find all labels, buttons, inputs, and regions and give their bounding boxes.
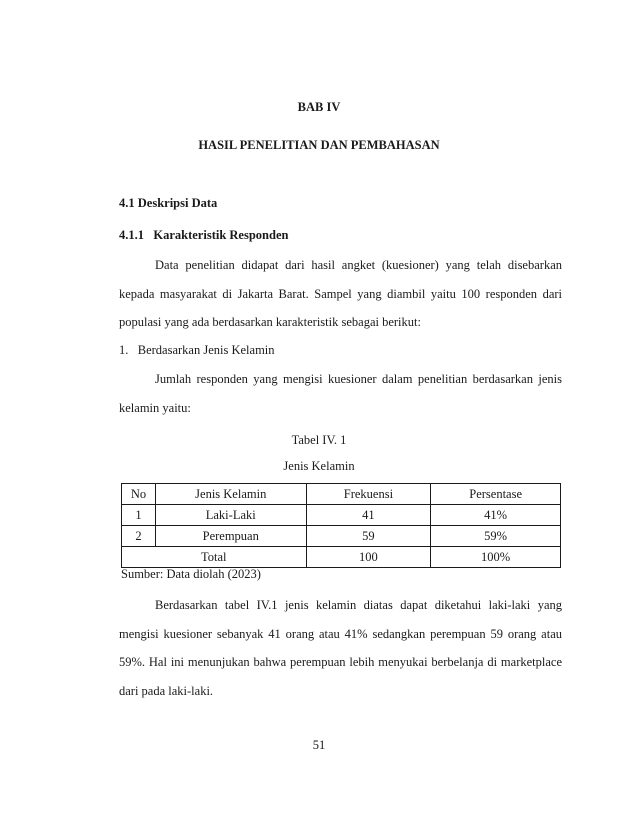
table-source: Sumber: Data diolah (2023)	[121, 567, 261, 581]
cell-no: 1	[122, 505, 156, 526]
header-frequency: Frekuensi	[306, 484, 431, 505]
intro-paragraph	[119, 251, 562, 337]
cell-percentage: 59%	[431, 526, 561, 547]
table-header-row	[122, 484, 561, 505]
cell-frequency: 41	[306, 505, 431, 526]
table-row	[122, 505, 561, 526]
cell-total-frequency: 100	[306, 547, 431, 568]
cell-total-percentage: 100%	[431, 547, 561, 568]
conclusion-paragraph	[119, 591, 562, 705]
header-gender: Jenis Kelamin	[155, 484, 306, 505]
cell-gender: Laki-Laki	[155, 505, 306, 526]
cell-frequency: 59	[306, 526, 431, 547]
page-number: 51	[312, 738, 326, 752]
section-heading: 4.1 Deskripsi Data	[119, 196, 218, 210]
list-paragraph-text: Jumlah responden yang mengisi kuesioner dalam penelitian berdasarkan jenis kelamin yaitu:	[119, 372, 562, 415]
cell-no: 2	[122, 526, 156, 547]
cell-percentage: 41%	[431, 505, 561, 526]
table-title: Jenis Kelamin	[283, 459, 355, 473]
list-paragraph	[119, 365, 562, 422]
header-percentage: Persentase	[431, 484, 561, 505]
header-no: No	[122, 484, 156, 505]
subsection-heading: 4.1.1 Karakteristik Responden	[119, 228, 289, 242]
chapter-title: HASIL PENELITIAN DAN PEMBAHASAN	[198, 138, 440, 152]
table-row	[122, 526, 561, 547]
list-item-gender: 1. Berdasarkan Jenis Kelamin	[119, 343, 275, 357]
intro-text: Data penelitian didapat dari hasil angket (kuesioner) yang telah disebarkan kepada masyarakat di Jakarta Barat. Sampel yang diambil yaitu 100 responden dari populasi yang ada berdasarkan karakteristik sebagai berikut:	[119, 258, 562, 329]
table-total-row	[122, 547, 561, 568]
conclusion-text: Berdasarkan tabel IV.1 jenis kelamin diatas dapat diketahui laki-laki yang mengisi kuesioner sebanyak 41 orang atau 41% sedangkan perempuan 59 orang atau 59%. Hal ini menunjukan bahwa perempuan lebih menyukai berbelanja di marketplace dari pada laki-laki.	[119, 598, 562, 698]
table-label: Tabel IV. 1	[291, 433, 347, 447]
cell-total-label: Total	[122, 547, 307, 568]
gender-table	[121, 483, 561, 568]
chapter-heading: BAB IV	[297, 100, 341, 114]
cell-gender: Perempuan	[155, 526, 306, 547]
